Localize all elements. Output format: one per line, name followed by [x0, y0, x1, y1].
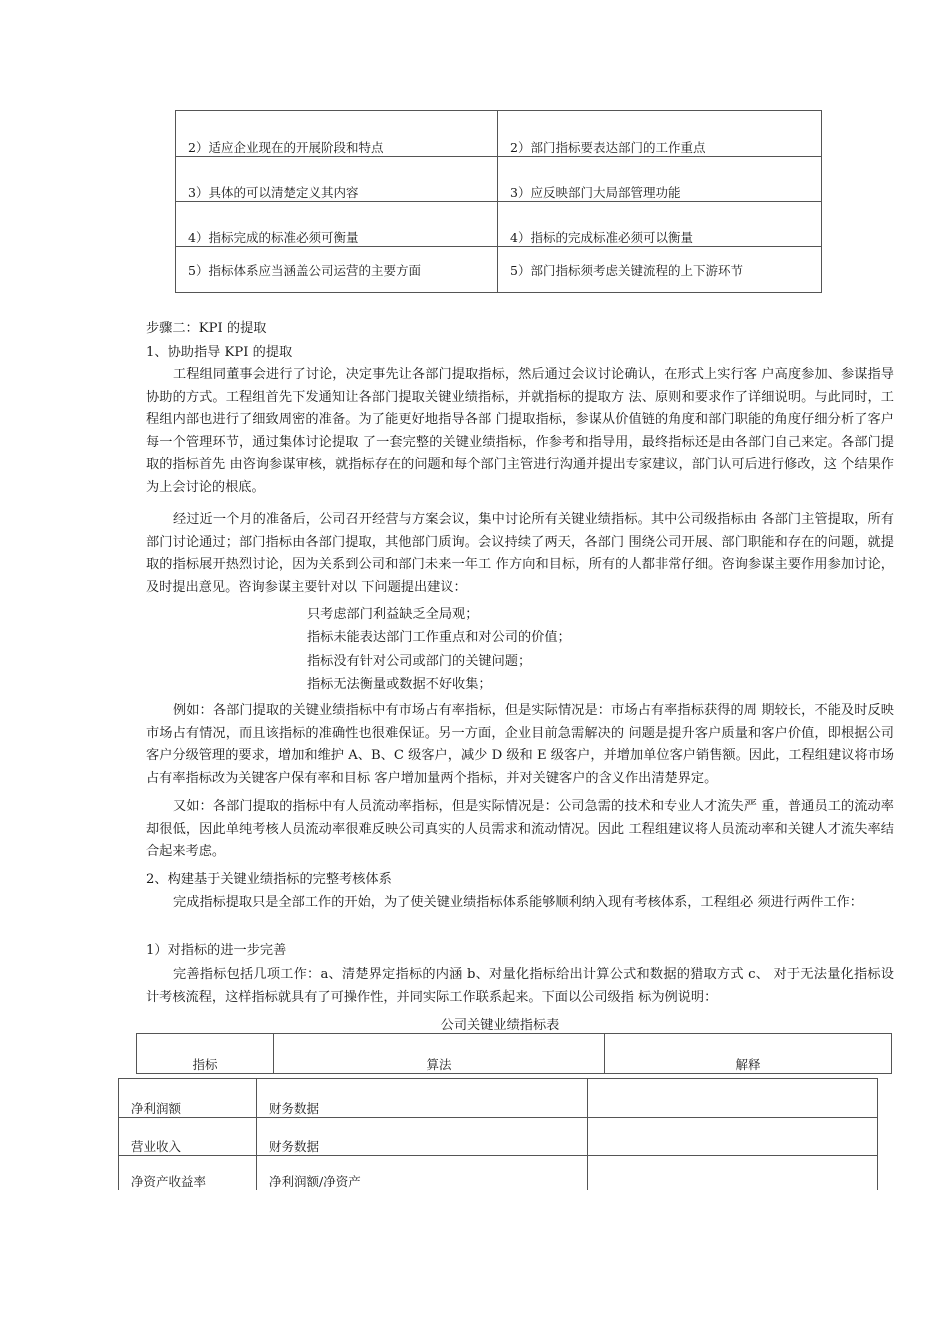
paragraph-5: 完成指标提取只是全部工作的开始，为了使关键业绩指标体系能够顺利纳入现有考核体系，工程组必 须进行两件工作： [173, 895, 863, 910]
paragraph-4: 又如：各部门提取的指标中有人员流动率指标，但是实际情况是：公司急需的技术和专业人才流失严 重，普通员工的流动率却很低，因此单纯考核人员流动率很难反映公司真实的人员需求和流动情况。因此 工程组建议将人员流动率和关键人才流失率结合起来考虑。 [146, 799, 894, 860]
kpi-table-body [118, 1078, 878, 1190]
list-item: 只考虑部门利益缺乏全局观； [307, 607, 479, 622]
list-item: 指标未能表达部门工作重点和对公司的价值； [307, 630, 571, 646]
section-title-1: 1、协助指导 KPI 的提取 [146, 345, 293, 360]
table-cell: 财务数据 [257, 1079, 588, 1118]
table-row [176, 111, 822, 157]
column-header: 算法 [274, 1034, 605, 1074]
table-cell: 2）部门指标要表达部门的工作重点 [498, 111, 822, 157]
column-header: 解释 [605, 1034, 892, 1074]
section-title-2: 2、构建基于关键业绩指标的完整考核体系 [146, 872, 392, 887]
table-cell [588, 1079, 878, 1118]
table-cell: 财务数据 [257, 1118, 588, 1156]
table-cell: 4）指标的完成标准必须可以衡量 [498, 202, 822, 247]
list-item: 指标无法衡量或数据不好收集； [307, 676, 492, 692]
table-cell: 5）部门指标须考虑关键流程的上下游环节 [498, 247, 822, 293]
table-row [119, 1118, 878, 1156]
table-cell [588, 1156, 878, 1190]
table-header-row [137, 1034, 892, 1074]
table-row [119, 1079, 878, 1118]
table-row [176, 247, 822, 293]
subsection-title: 1）对指标的进一步完善 [146, 943, 287, 958]
table-cell [588, 1118, 878, 1156]
step2-title: 步骤二：KPI 的提取 [146, 321, 267, 336]
kpi-table-header [136, 1033, 892, 1074]
principles-table [175, 110, 822, 293]
list-item: 指标没有针对公司或部门的关键问题； [307, 653, 532, 669]
table-cell: 2）适应企业现在的开展阶段和特点 [176, 111, 498, 157]
table-cell: 4）指标完成的标准必须可衡量 [176, 202, 498, 247]
table-row [119, 1156, 878, 1190]
table-cell: 3）应反映部门大局部管理功能 [498, 157, 822, 202]
table-cell: 3）具体的可以清楚定义其内容 [176, 157, 498, 202]
paragraph-6: 完善指标包括几项工作：a、清楚界定指标的内涵 b、对量化指标给出计算公式和数据的猎取方式 c、 对于无法量化指标设计考核流程，这样指标就具有了可操作性，并同实际工作联系起来。下面以公司级指 标为例说明： [146, 967, 894, 1005]
table-cell: 营业收入 [119, 1118, 257, 1156]
table-cell: 净资产收益率 [119, 1156, 257, 1190]
issue-list [307, 603, 571, 696]
paragraph-3: 例如：各部门提取的关键业绩指标中有市场占有率指标，但是实际情况是：市场占有率指标获得的周 期较长，不能及时反映市场占有情况，而且该指标的准确性也很难保证。另一方面，企业目前急需解决的 问题是提升客户质量和客户价值，即根据公司客户分级管理的要求，增加和维护 A、B、C 级客户，减少 D 级和 E 级客户，并增加单位客户销售额。因此，工程组建议将市场占有率指标改为关键客户保有率和目标 客户增加量两个指标，并对关键客户的含义作出清楚界定。 [146, 703, 894, 786]
column-header: 指标 [137, 1034, 274, 1074]
table-cell: 5）指标体系应当涵盖公司运营的主要方面 [176, 247, 498, 293]
table-caption: 公司关键业绩指标表 [440, 1018, 560, 1033]
table-row [176, 202, 822, 247]
table-row [176, 157, 822, 202]
paragraph-1: 工程组同董事会进行了讨论，决定事先让各部门提取指标，然后通过会议讨论确认，在形式上实行客 户高度参加、参谋指导协助的方式。工程组首先下发通知让各部门提取关键业绩指标，并就指标的提取方 法、原则和要求作了详细说明。与此同时，工程组内部也进行了细致周密的准备。为了能更好地指导各部 门提取指标，参谋从价值链的角度和部门职能的角度仔细分析了客户每一个管理环节，通过集体讨论提取 了一套完整的关键业绩指标，作参考和指导用，最终指标还是由各部门自己来定。各部门提取的指标首先 由咨询参谋审核，就指标存在的问题和每个部门主管进行沟通并提出专家建议，部门认可后进行修改，这 个结果作为上会讨论的根底。 [146, 367, 894, 495]
paragraph-2: 经过近一个月的准备后，公司召开经营与方案会议，集中讨论所有关键业绩指标。其中公司级指标由 各部门主管提取，所有部门讨论通过；部门指标由各部门提取，其他部门质询。会议持续了两天，各部门 围绕公司开展、部门职能和存在的问题，就提取的指标展开热烈讨论，因为关系到公司和部门未来一年工 作方向和目标，所有的人都非常仔细。咨询参谋主要作用参加讨论，及时提出意见。咨询参谋主要针对以 下问题提出建议： [146, 512, 894, 595]
table-cell: 净利润额/净资产 [257, 1156, 588, 1190]
table-cell: 净利润额 [119, 1079, 257, 1118]
